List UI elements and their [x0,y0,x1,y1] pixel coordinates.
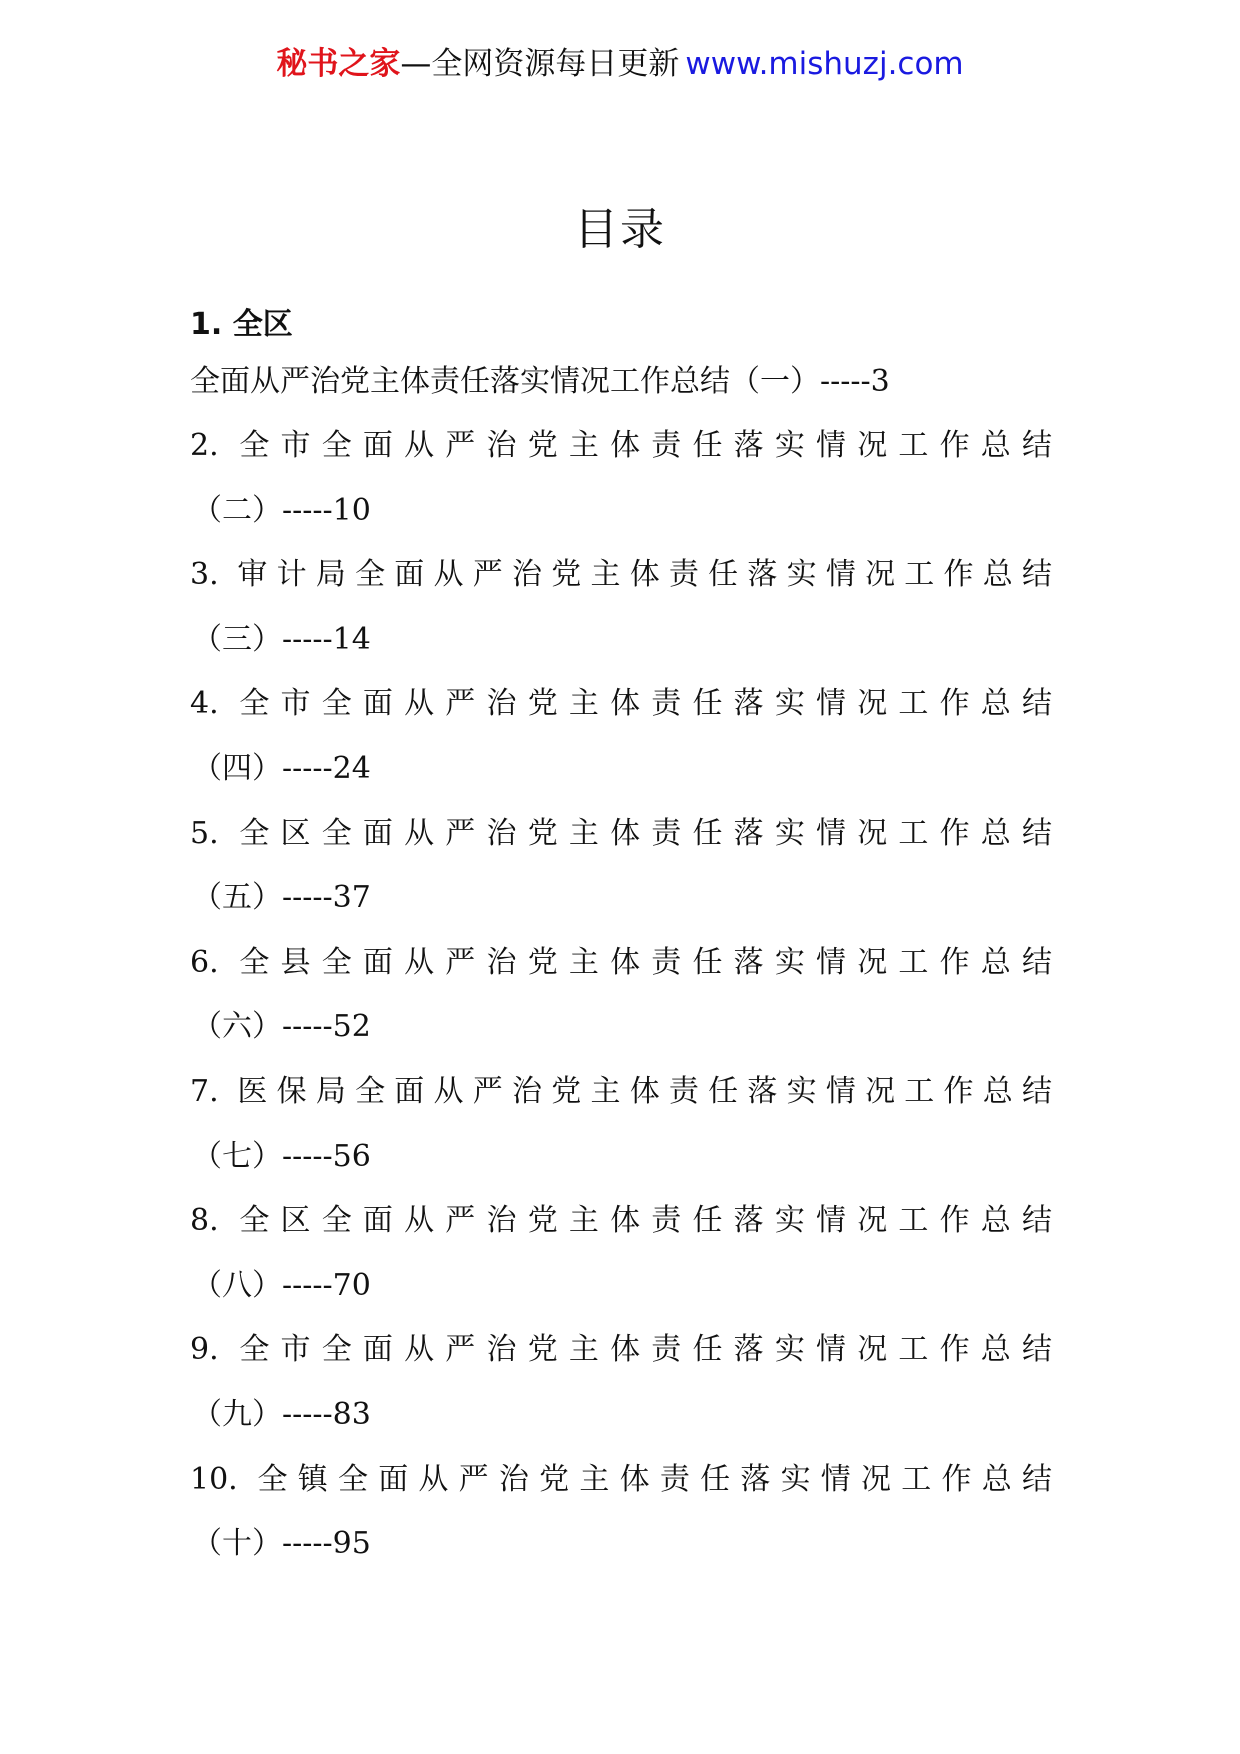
toc-entry-2[interactable]: 2. 全市全面从严治党主体责任落实情况工作总结 [190,428,1052,463]
toc-entry-9-page[interactable]: （九）-----83 [192,1396,371,1432]
table-of-contents [190,300,1052,1577]
toc-entry-8-page[interactable]: （八）-----70 [192,1267,371,1303]
toc-entry-3-page[interactable]: （三）-----14 [192,621,371,657]
toc-entry-2-page[interactable]: （二）-----10 [192,492,371,528]
toc-section-heading: 1. 全区 [190,307,293,342]
toc-entry-8[interactable]: 8. 全区全面从严治党主体责任落实情况工作总结 [190,1203,1052,1239]
toc-entry-1[interactable]: 全面从严治党主体责任落实情况工作总结（一）-----3 [190,364,890,399]
toc-entry-4[interactable]: 4. 全市全面从严治党主体责任落实情况工作总结 [190,686,1052,722]
toc-entry-6-page[interactable]: （六）-----52 [192,1009,371,1045]
toc-entry-5-page[interactable]: （五）-----37 [192,880,371,916]
page-title: 目录 [574,204,666,255]
banner-site-link[interactable]: www.mishuzj.com [685,46,964,82]
toc-entry-10[interactable]: 10. 全镇全面从严治党主体责任落实情况工作总结 [190,1461,1052,1497]
toc-entry-7-page[interactable]: （七）-----56 [192,1138,371,1174]
toc-entry-5[interactable]: 5. 全区全面从严治党主体责任落实情况工作总结 [190,815,1052,851]
toc-entry-3[interactable]: 3. 审计局全面从严治党主体责任落实情况工作总结 [190,557,1052,593]
toc-entry-9[interactable]: 9. 全市全面从严治党主体责任落实情况工作总结 [190,1332,1052,1368]
banner-brand: 秘书之家 [276,46,401,82]
toc-entry-6[interactable]: 6. 全县全面从严治党主体责任落实情况工作总结 [190,944,1052,980]
banner-slogan: —全网资源每日更新 [400,46,680,82]
toc-entry-4-page[interactable]: （四）-----24 [192,750,371,786]
toc-entry-10-page[interactable]: （十）-----95 [192,1526,371,1562]
toc-entry-7[interactable]: 7. 医保局全面从严治党主体责任落实情况工作总结 [190,1073,1052,1109]
site-banner [0,42,1240,86]
